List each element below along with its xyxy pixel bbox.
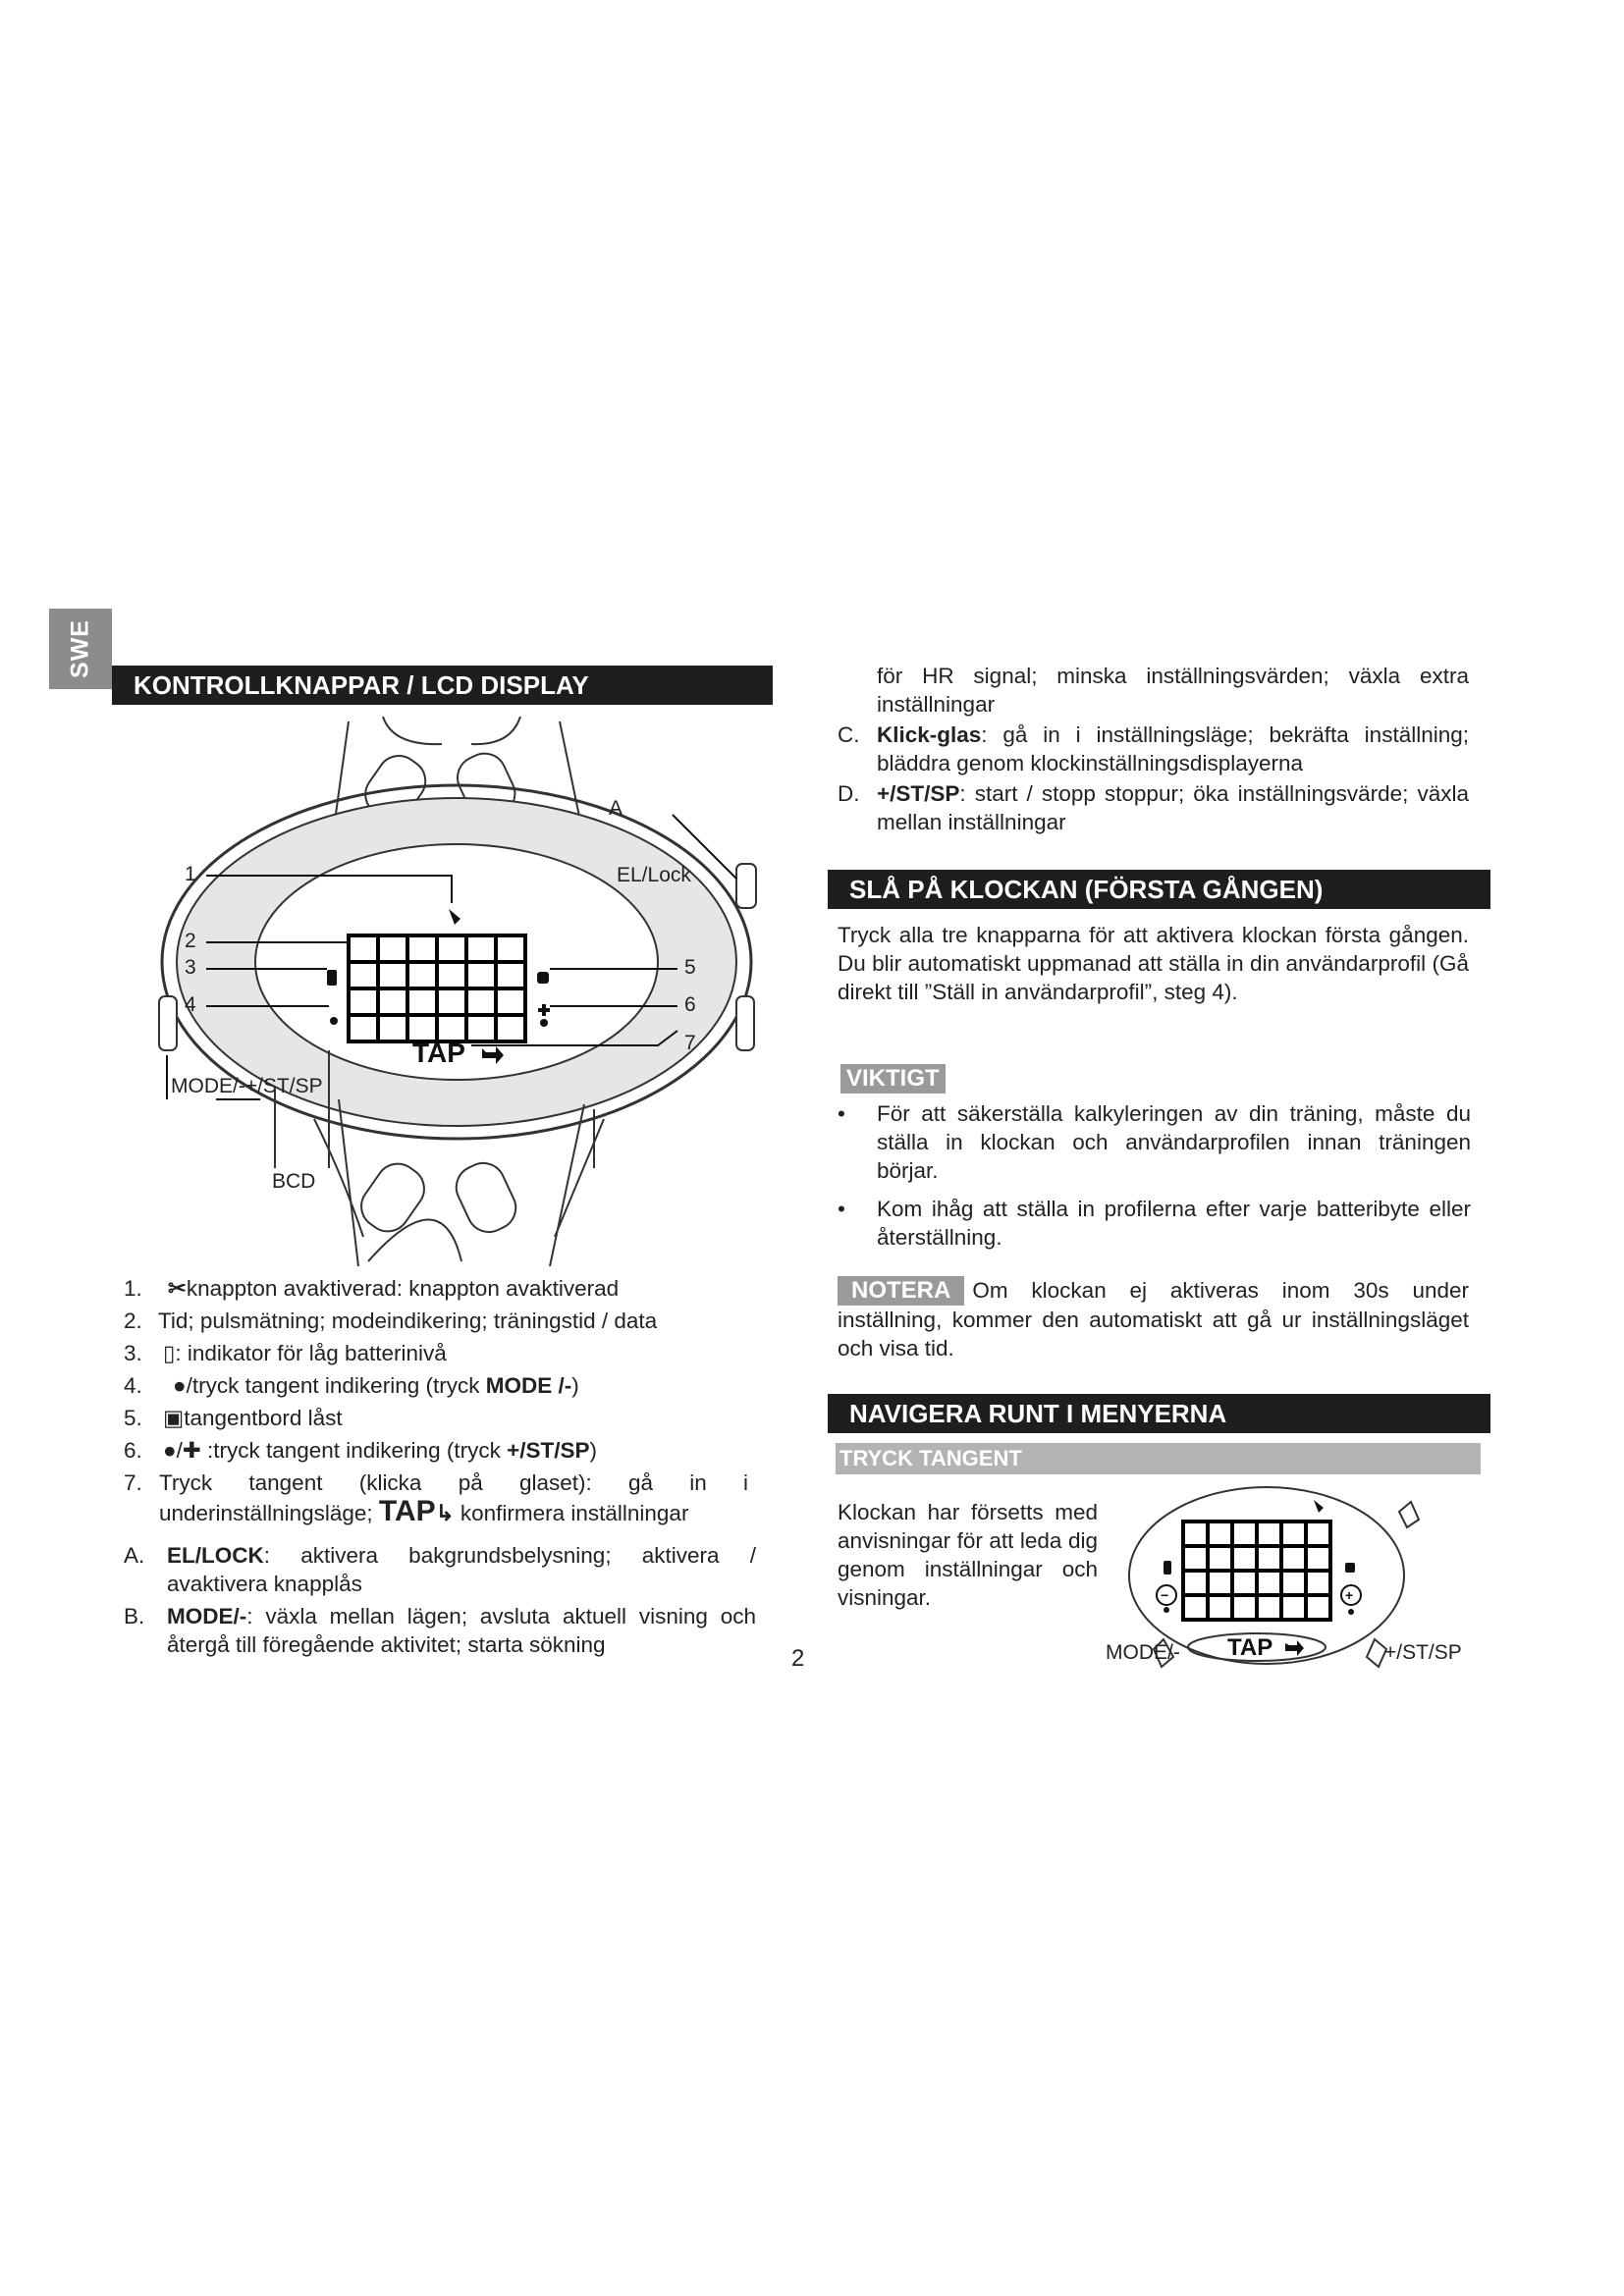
callout-4: 4 [185, 993, 196, 1016]
svg-text:+: + [1345, 1587, 1354, 1603]
label-bcd: BCD [272, 1170, 316, 1193]
list-item: 7. Tryck tangent (klicka på glaset): gå in i underinställningsläge; TAP↳ konfirmera inställningar [124, 1470, 748, 1527]
letter-item-c: C. Klick-glas: gå in i inställningsläge; bekräfta inställning; bläddra genom klockinställningsdisplayerna [838, 722, 1469, 775]
callout-6: 6 [684, 993, 696, 1016]
bullet-item: • Kom ihåg att ställa in profilerna efter varje batteribyte eller återställning. [838, 1197, 1471, 1250]
watch-diagram [147, 717, 766, 1266]
callout-2: 2 [185, 930, 196, 952]
viktigt-tag: VIKTIGT [840, 1064, 946, 1094]
letter-item-d: D. +/ST/SP: start / stopp stoppur; öka inställningsvärde; växla mellan inställningar [838, 781, 1469, 834]
language-tab [49, 609, 112, 689]
section-header-navigate: NAVIGERA RUNT I MENYERNA [828, 1394, 1490, 1433]
knappton-icon: ✂ [168, 1276, 187, 1301]
notera-block: NOTERA Om klockan ej aktiveras inom 30s under inställning, kommer den automatiskt att gå ur inställningsläget och visa tid. [838, 1277, 1469, 1361]
letter-item-a: A. EL/LOCK: aktivera bakgrundsbelysning; aktivera / avaktivera knapplås [124, 1543, 756, 1596]
numbered-list: 1. ✂knappton avaktiverad: knappton avaktiverad 2. Tid; pulsmätning; modeindikering; träningstid / data 3. ▯: indikator för låg batterinivå 4. ●/tryck tangent indikering (tryck MODE /-) 5. ▣tangentbord låst 6. ●/✚ :tryck tangent indikering (tryck +/ST/SP) 7. Tryck tangent (klicka på glaset): gå in i underinställningsläge; TAP↳ konfirmera inställningar A. EL/LOCK: aktivera bakgrundsbelysning; aktivera / avaktivera knapplås B. MODE/-: växla mellan lägen; avsluta aktuell visning och återgå till föregående aktivitet; starta sökning [124, 1276, 756, 1657]
viktigt-bullets [838, 1099, 1471, 1261]
small-label-stsp: +/ST/SP [1384, 1641, 1462, 1664]
tap-inline: TAP [378, 1495, 436, 1527]
section-header-turn-on: SLÅ PÅ KLOCKAN (FÖRSTA GÅNGEN) [828, 870, 1490, 909]
lock-icon: ▣ [163, 1406, 185, 1430]
dot-plus-icon: ●/✚ [163, 1438, 207, 1463]
small-watch-diagram [1106, 1482, 1492, 1674]
callout-7: 7 [684, 1032, 696, 1054]
small-label-mode: MODE/- [1106, 1641, 1180, 1664]
diagram-tap-text: TAP [412, 1038, 465, 1068]
letters-cd [838, 721, 1469, 834]
callout-3: 3 [185, 956, 196, 979]
label-mode: MODE/-+/ST/SP [171, 1075, 323, 1097]
language-tab-label: SWE [66, 619, 94, 678]
bullet-item: • För att säkerställa kalkyleringen av din träning, måste du ställa in klockan och användarprofilen innan träningen börjar. [838, 1101, 1471, 1183]
svg-text:−: − [1161, 1587, 1169, 1603]
callout-5: 5 [684, 956, 696, 979]
page-number: 2 [791, 1645, 805, 1672]
battery-icon: ▯ [163, 1341, 176, 1365]
label-el-lock: EL/Lock [617, 864, 691, 886]
turn-on-paragraph: Tryck alla tre knapparna för att aktivera klockan första gången. Du blir automatiskt uppmanad att ställa in din användarprofil (Gå direkt till ”Ställ in användarprofil”, steg 4). [838, 923, 1469, 1004]
small-tap-text: TAP [1227, 1634, 1273, 1661]
section-header-controls: KONTROLLKNAPPAR / LCD DISPLAY [112, 666, 773, 705]
subheader-tryck-tangent: TRYCK TANGENT [836, 1443, 1481, 1474]
watch-illustration [147, 717, 766, 1266]
label-a: A [609, 797, 623, 820]
letter-item-b: B. MODE/-: växla mellan lägen; avsluta aktuell visning och återgå till föregående aktivitet; starta sökning [124, 1604, 756, 1657]
dot-icon: ●/ [173, 1373, 192, 1398]
notera-tag: NOTERA [838, 1276, 964, 1306]
navigate-paragraph: Klockan har försetts med anvisningar för att leda dig genom inställningar och visningar. [838, 1500, 1098, 1610]
callout-1: 1 [185, 863, 196, 885]
continuation-text: för HR signal; minska inställningsvärden; växla extra inställningar [877, 664, 1469, 717]
